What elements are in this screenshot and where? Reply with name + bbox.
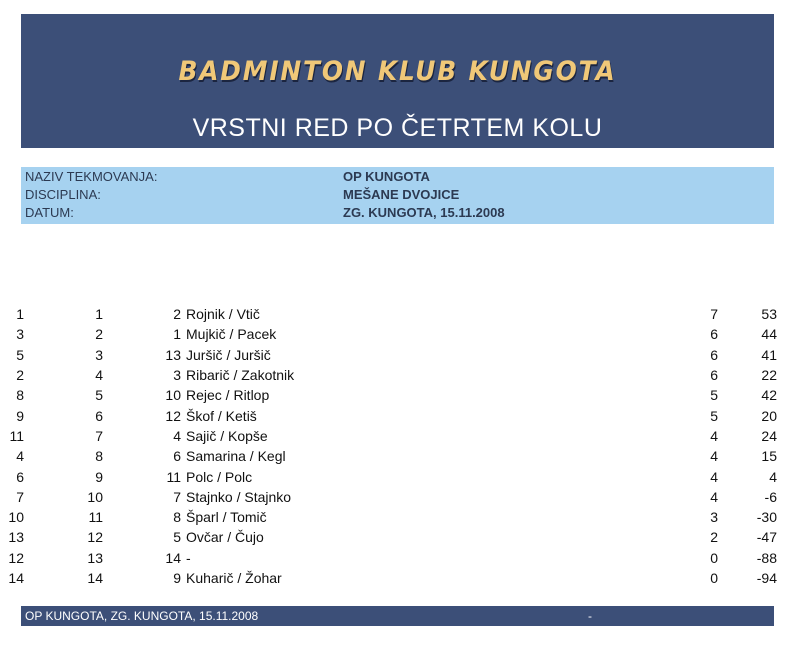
rank-cell: 2 bbox=[95, 326, 103, 343]
pair-name-cell: Ribarič / Zakotnik bbox=[186, 367, 295, 384]
ranking-table-body bbox=[0, 304, 777, 588]
pair-number-cell: 2 bbox=[173, 306, 181, 323]
previous-rank-cell: 9 bbox=[16, 407, 24, 424]
pair-number-cell: 12 bbox=[165, 407, 181, 424]
rank-cell: 1 bbox=[95, 306, 103, 323]
info-value: OP KUNGOTA bbox=[343, 169, 430, 184]
score-difference-cell: 15 bbox=[761, 448, 777, 465]
ranking-table bbox=[0, 304, 777, 588]
previous-rank-cell: 6 bbox=[16, 468, 24, 485]
points-cell: 6 bbox=[710, 367, 718, 384]
pair-name-cell: Stajnko / Stajnko bbox=[186, 488, 292, 505]
table-row bbox=[0, 466, 777, 486]
page-subtitle: VRSTNI RED PO ČETRTEM KOLU bbox=[192, 114, 603, 142]
info-label: DATUM: bbox=[25, 205, 74, 220]
previous-rank-cell: 11 bbox=[9, 427, 24, 444]
rank-cell: 4 bbox=[95, 367, 103, 384]
header-banner bbox=[21, 14, 774, 148]
previous-rank-cell: 2 bbox=[16, 367, 24, 384]
table-row bbox=[0, 527, 777, 547]
rank-cell: 3 bbox=[95, 346, 103, 363]
points-cell: 2 bbox=[710, 529, 718, 546]
previous-rank-cell: 4 bbox=[16, 448, 24, 465]
score-difference-cell: 4 bbox=[769, 468, 777, 485]
pair-name-cell: Mujkič / Pacek bbox=[186, 326, 277, 343]
table-row bbox=[0, 446, 777, 466]
info-label: DISCIPLINA: bbox=[25, 187, 101, 202]
table-row bbox=[0, 405, 777, 425]
table-row bbox=[0, 568, 777, 588]
pair-name-cell: - bbox=[186, 549, 191, 566]
pair-number-cell: 11 bbox=[166, 468, 181, 485]
table-row bbox=[0, 304, 777, 324]
rank-cell: 8 bbox=[95, 448, 103, 465]
score-difference-cell: -88 bbox=[756, 549, 777, 566]
pair-name-cell: Polc / Polc bbox=[186, 468, 253, 485]
competition-info bbox=[21, 167, 774, 224]
table-row bbox=[0, 548, 777, 568]
pair-name-cell: Rejec / Ritlop bbox=[186, 387, 270, 404]
table-row bbox=[0, 385, 777, 405]
previous-rank-cell: 7 bbox=[16, 488, 24, 505]
previous-rank-cell: 3 bbox=[16, 326, 24, 343]
rank-cell: 9 bbox=[95, 468, 103, 485]
pair-number-cell: 10 bbox=[165, 387, 181, 404]
rank-cell: 6 bbox=[95, 407, 103, 424]
table-row bbox=[0, 487, 777, 507]
rank-cell: 7 bbox=[95, 427, 103, 444]
pair-number-cell: 3 bbox=[173, 367, 181, 384]
footer-dash: - bbox=[588, 609, 592, 623]
points-cell: 3 bbox=[710, 509, 718, 526]
previous-rank-cell: 1 bbox=[16, 306, 24, 323]
score-difference-cell: 41 bbox=[761, 346, 777, 363]
points-cell: 5 bbox=[710, 407, 718, 424]
previous-rank-cell: 13 bbox=[8, 529, 24, 546]
points-cell: 4 bbox=[710, 488, 718, 505]
score-difference-cell: 44 bbox=[761, 326, 777, 343]
pair-number-cell: 7 bbox=[173, 488, 181, 505]
points-cell: 4 bbox=[710, 427, 718, 444]
pair-number-cell: 8 bbox=[173, 509, 181, 526]
footer-bar bbox=[21, 606, 774, 626]
points-cell: 0 bbox=[710, 570, 718, 586]
pair-name-cell: Ovčar / Čujo bbox=[186, 529, 264, 546]
table-row bbox=[0, 426, 777, 446]
score-difference-cell: -94 bbox=[756, 570, 777, 586]
score-difference-cell: 22 bbox=[761, 367, 777, 384]
rank-cell: 14 bbox=[87, 570, 103, 586]
previous-rank-cell: 5 bbox=[16, 346, 24, 363]
pair-number-cell: 4 bbox=[173, 427, 181, 444]
table-row bbox=[0, 345, 777, 365]
previous-rank-cell: 8 bbox=[16, 387, 24, 404]
rank-cell: 10 bbox=[87, 488, 103, 505]
pair-number-cell: 5 bbox=[173, 529, 181, 546]
info-value: MEŠANE DVOJICE bbox=[343, 187, 460, 202]
score-difference-cell: 53 bbox=[761, 306, 777, 323]
score-difference-cell: 42 bbox=[761, 387, 777, 404]
pair-number-cell: 6 bbox=[173, 448, 181, 465]
score-difference-cell: 20 bbox=[761, 407, 777, 424]
table-row bbox=[0, 324, 777, 344]
score-difference-cell: 24 bbox=[761, 427, 777, 444]
rank-cell: 11 bbox=[88, 509, 103, 526]
rank-cell: 5 bbox=[95, 387, 103, 404]
pair-name-cell: Škof / Ketiš bbox=[186, 407, 257, 424]
score-difference-cell: -6 bbox=[764, 488, 777, 505]
table-row bbox=[0, 365, 777, 385]
pair-name-cell: Sajič / Kopše bbox=[186, 427, 268, 444]
previous-rank-cell: 10 bbox=[8, 509, 24, 526]
points-cell: 0 bbox=[710, 549, 718, 566]
points-cell: 7 bbox=[710, 306, 718, 323]
pair-number-cell: 9 bbox=[173, 570, 181, 586]
rank-cell: 12 bbox=[87, 529, 103, 546]
pair-number-cell: 1 bbox=[173, 326, 181, 343]
pair-number-cell: 13 bbox=[165, 346, 181, 363]
pair-name-cell: Samarina / Kegl bbox=[186, 448, 286, 465]
info-label: NAZIV TEKMOVANJA: bbox=[25, 169, 158, 184]
club-title: BADMINTON KLUB KUNGOTA bbox=[178, 56, 617, 87]
info-value: ZG. KUNGOTA, 15.11.2008 bbox=[343, 205, 505, 220]
points-cell: 4 bbox=[710, 468, 718, 485]
points-cell: 6 bbox=[710, 326, 718, 343]
pair-name-cell: Rojnik / Vtič bbox=[186, 306, 260, 323]
points-cell: 5 bbox=[710, 387, 718, 404]
score-difference-cell: -30 bbox=[756, 509, 777, 526]
points-cell: 6 bbox=[710, 346, 718, 363]
previous-rank-cell: 12 bbox=[8, 549, 24, 566]
score-difference-cell: -47 bbox=[756, 529, 777, 546]
previous-rank-cell: 14 bbox=[8, 570, 24, 586]
pair-name-cell: Šparl / Tomič bbox=[186, 509, 267, 526]
rank-cell: 13 bbox=[87, 549, 103, 566]
table-row bbox=[0, 507, 777, 527]
pair-number-cell: 14 bbox=[165, 549, 181, 566]
pair-name-cell: Juršič / Juršič bbox=[186, 346, 271, 363]
pair-name-cell: Kuharič / Žohar bbox=[186, 570, 282, 586]
footer-text: OP KUNGOTA, ZG. KUNGOTA, 15.11.2008 bbox=[25, 609, 259, 623]
points-cell: 4 bbox=[710, 448, 718, 465]
